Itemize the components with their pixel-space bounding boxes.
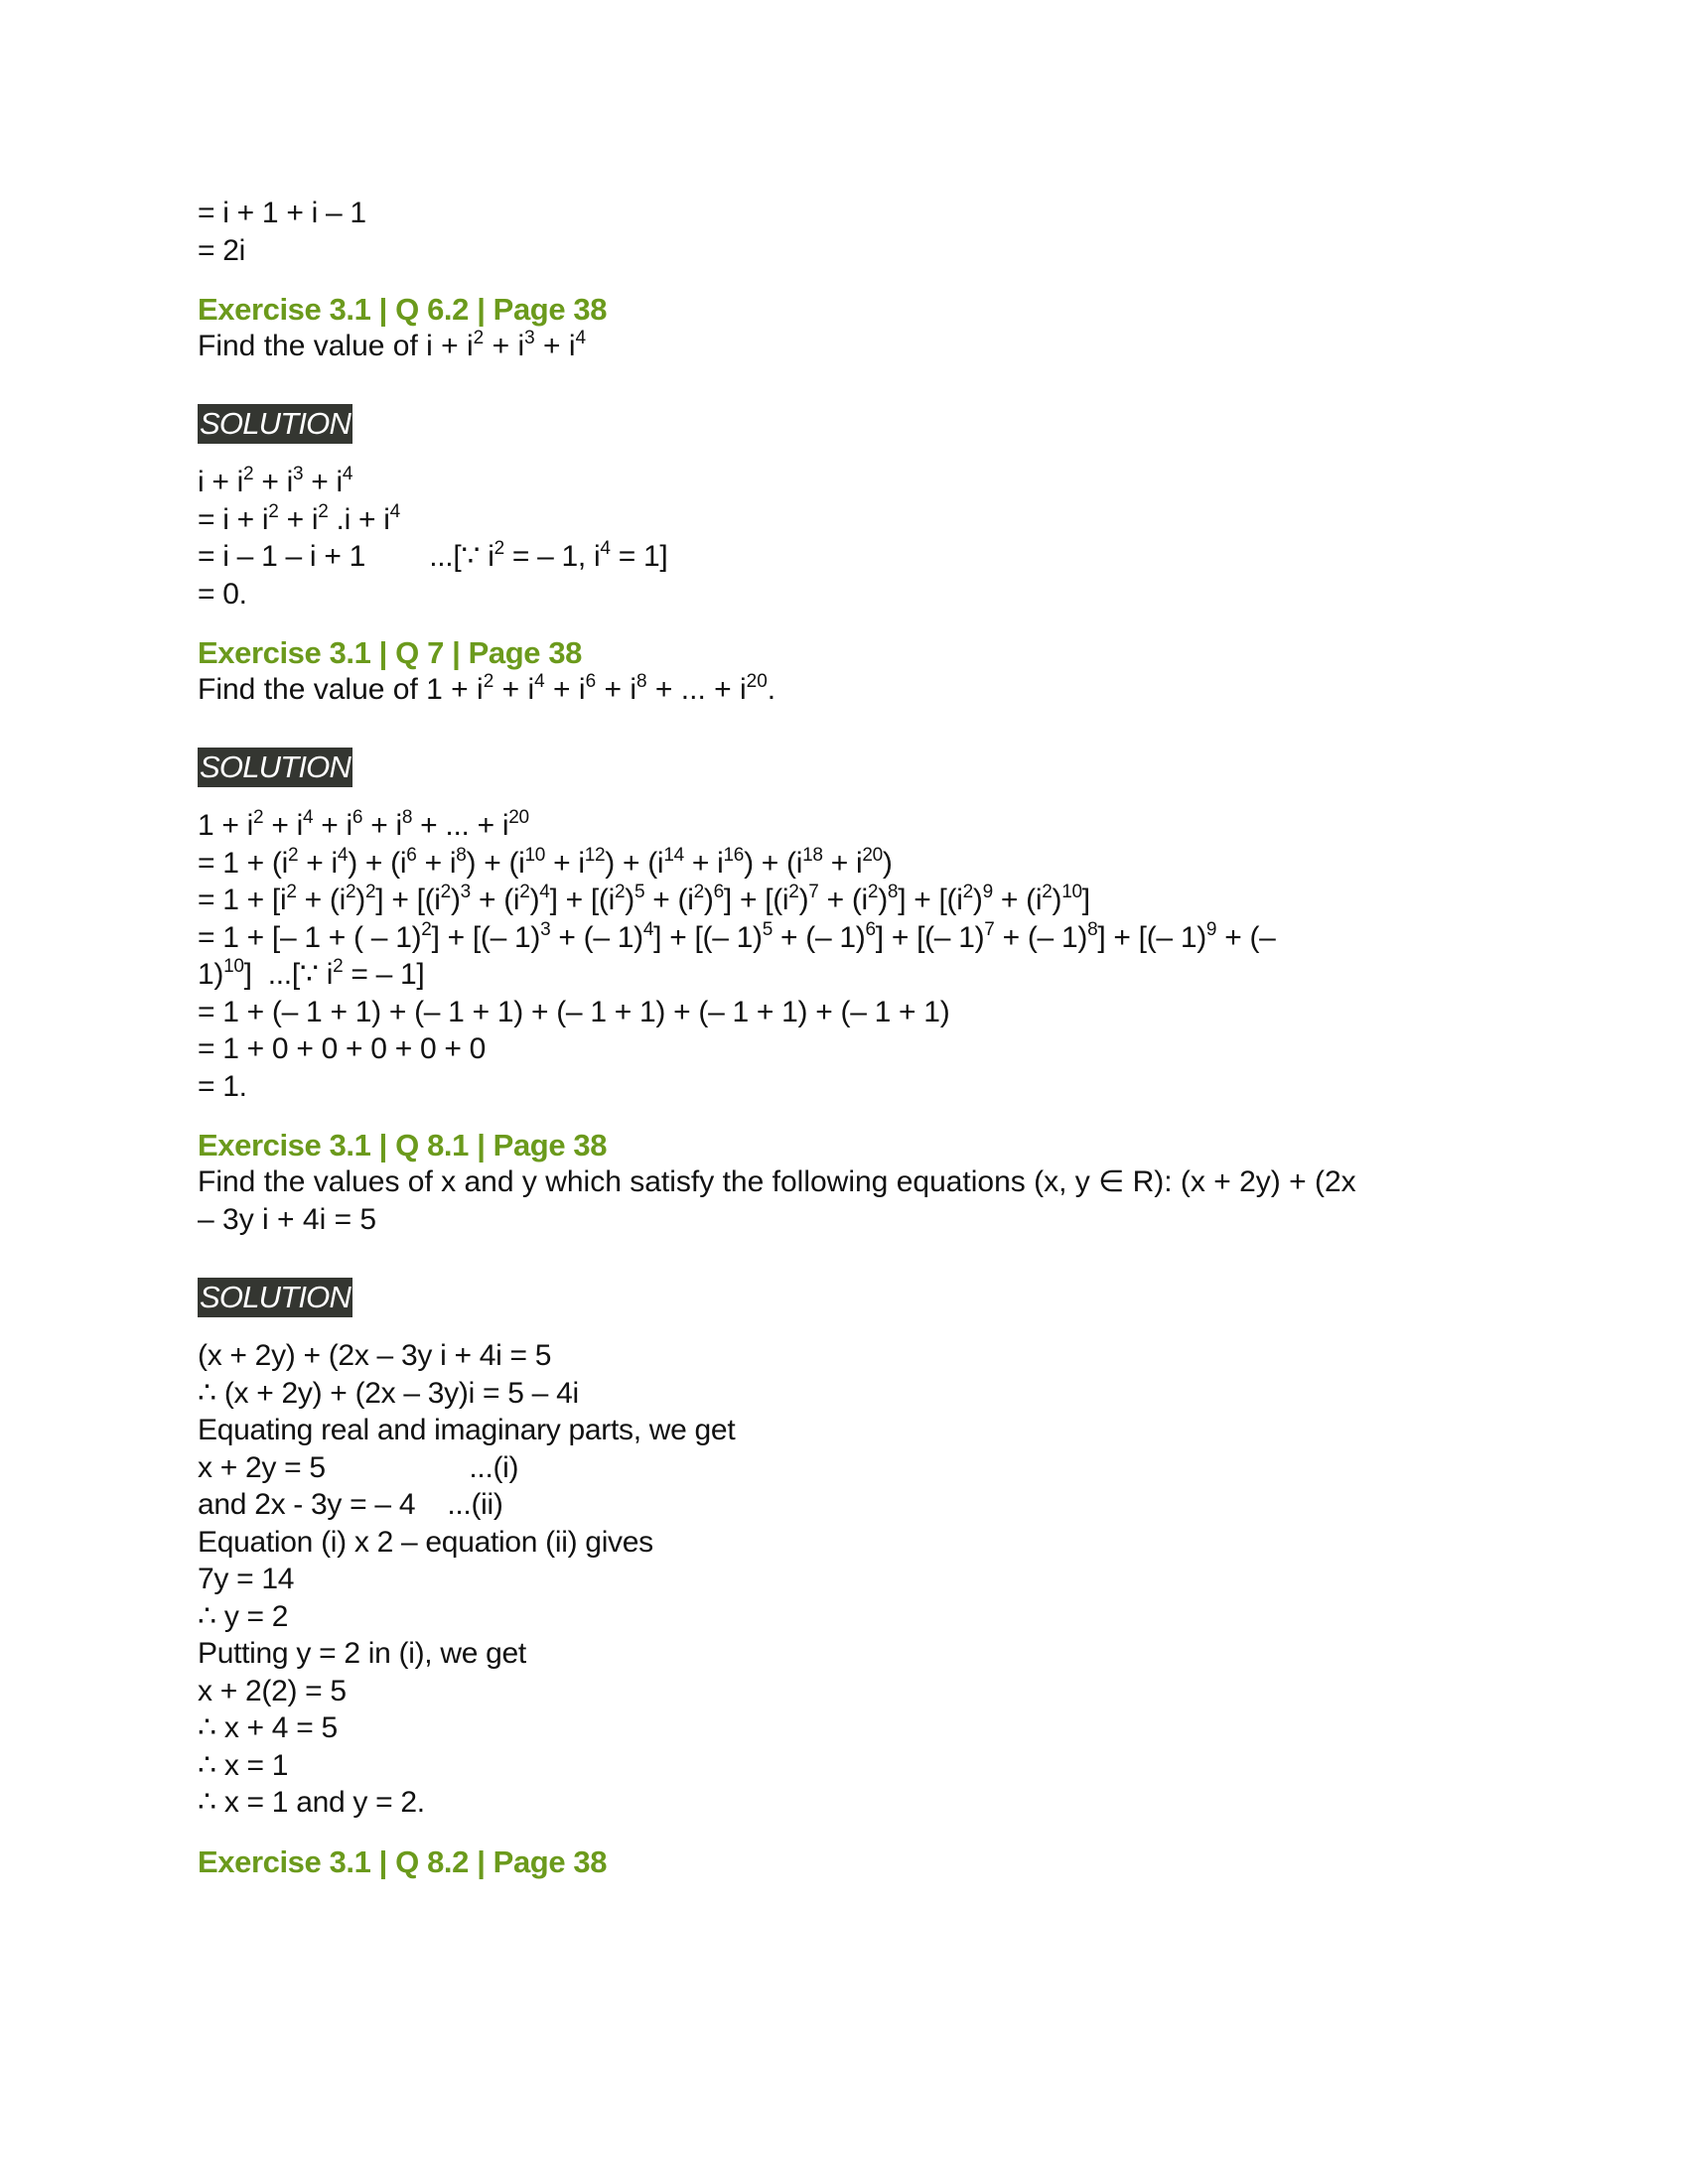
math-line: = $i + i^2 + i^2$ $.i + i^4$ <box>198 500 400 536</box>
exercise-header: Exercise 3.1 | Q 8.2 | Page 38 <box>198 1843 608 1879</box>
solution-badge: SOLUTION <box>198 1278 352 1317</box>
math-line: ∴ x = 1 <box>198 1748 289 1782</box>
math-line: Equating real and imaginary parts, we get <box>198 1414 736 1446</box>
question-text: Find the values of x and y which satisfy the following equations (x, y ∈ R): (x + 2y) + (2x – 3y i + 4i = 5 <box>198 1165 1356 1236</box>
solution-body <box>198 807 1488 1105</box>
math-line: Putting y = 2 in (i), we get <box>198 1637 526 1670</box>
math-line: = i + 1 + i – 1 <box>198 197 366 229</box>
math-line: 1)$^{10}$] ...[∵ $i^2$ = – 1] <box>198 956 425 991</box>
continuation-block <box>198 195 1488 269</box>
math-line: (x + 2y) + (2x – 3y i + 4i = 5 <box>198 1339 552 1372</box>
solution-badge: SOLUTION <box>198 404 352 444</box>
question-block-q7 <box>198 634 1488 1105</box>
question-block-q8-1 <box>198 1127 1488 1822</box>
math-line: = 0. <box>198 577 247 611</box>
question-block-q6-2 <box>198 291 1488 613</box>
question-text: Find the value of $1 + i^2 + i^4 + i^6 + i^8$ + ... + $i^{20}$. <box>198 671 776 706</box>
math-line: ∴ y = 2 <box>198 1599 289 1633</box>
solution-badge: SOLUTION <box>198 748 352 787</box>
math-line: 7y = 14 <box>198 1563 295 1595</box>
math-line: $1 + i^2 + i^4 + i^6 + i^8$ + ... + $i^{20}$ <box>198 807 529 842</box>
question-text: Find the value of $i + i^2 + i^3 + i^4$ <box>198 328 587 362</box>
exercise-header: Exercise 3.1 | Q 7 | Page 38 <box>198 635 583 670</box>
exercise-header: Exercise 3.1 | Q 6.2 | Page 38 <box>198 292 608 327</box>
math-line: = i – 1 – i + 1 ...[∵ $i^2$ = – 1, $i^4 = 1$] <box>198 538 668 573</box>
math-line: = 1. <box>198 1069 247 1103</box>
math-line: = 1 + [– 1 + ( – 1)$^2$] + [(– 1)$^3$ + (– 1)$^4$] + [(– 1)$^5$ + (– 1)$^6$] + [(– 1)$^7$ + (– 1)$^8$] + [(– 1)$^9$ + (– <box>198 918 1276 954</box>
math-line: = $1 + [i^2 + (i^2)^2] + [(i^2)^3 + (i^2)^4] + [(i^2)^5 + (i^2)^6] + [(i^2)^7 + (i^2)^8] + [(i^2)^9 + (i^2)^{10}]$ <box>198 882 1090 916</box>
math-line: x + 2(2) = 5 <box>198 1674 347 1707</box>
question-block-q8-2 <box>198 1843 1488 1880</box>
math-line: and 2x - 3y = – 4 ...(ii) <box>198 1488 503 1521</box>
math-line: ∴ x = 1 and y = 2. <box>198 1786 425 1819</box>
math-line: ∴ x + 4 = 5 <box>198 1711 338 1744</box>
math-line: ∴ (x + 2y) + (2x – 3y)i = 5 – 4i <box>198 1376 579 1410</box>
solution-body <box>198 464 1488 613</box>
solution-body <box>198 1337 1488 1822</box>
math-line: = 1 + (– 1 + 1) + (– 1 + 1) + (– 1 + 1) + (– 1 + 1) + (– 1 + 1) <box>198 995 950 1028</box>
math-line: x + 2y = 5 ...(i) <box>198 1450 519 1484</box>
math-line: = 2i <box>198 233 246 267</box>
exercise-header: Exercise 3.1 | Q 8.1 | Page 38 <box>198 1128 608 1162</box>
math-line: Equation (i) x 2 – equation (ii) gives <box>198 1525 653 1559</box>
math-line: = 1 + 0 + 0 + 0 + 0 + 0 <box>198 1032 487 1065</box>
math-line: = $1 + (i^2 + i^4) + (i^6 + i^8) + (i^{10} + i^{12}) + (i^{14} + i^{16}) + (i^{18} + i^{20})$ <box>198 844 893 880</box>
document-page <box>198 195 1488 1880</box>
math-line: $i + i^2 + i^3 + i^4$ <box>198 464 353 498</box>
